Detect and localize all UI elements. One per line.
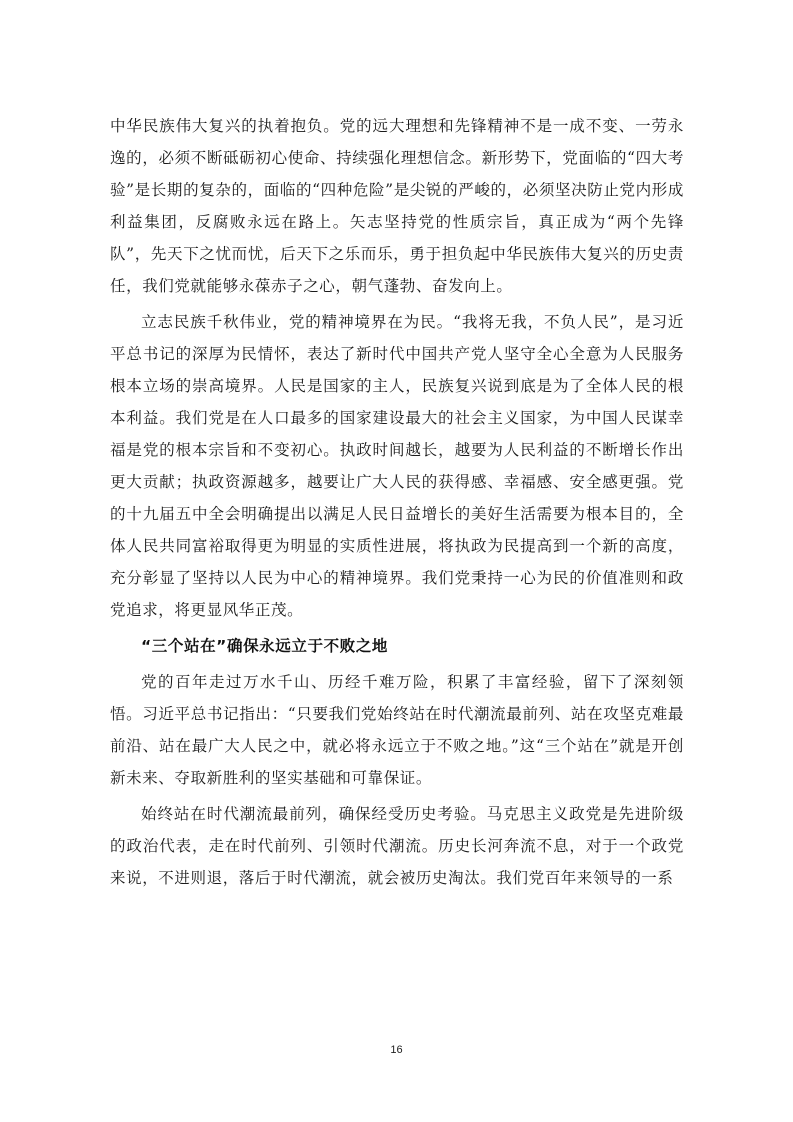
body-paragraph: 党的百年走过万水千山、历经千难万险，积累了丰富经验，留下了深刻领悟。习近平总书记指出：“只要我们党始终站在时代潮流最前列、站在攻坚克难最前沿、站在最广大人民之中，就必将永远立于不败之地。”这“三个站在”就是开创新未来、夺取新胜利的坚实基础和可靠保证。 xyxy=(110,673,684,787)
body-paragraph: 始终站在时代潮流最前列，确保经受历史考验。马克思主义政党是先进阶级的政治代表，走在时代前列、引领时代潮流。历史长河奔流不息，对于一个政党来说，不进则退，落后于时代潮流，就会被历史淘汰。我们党百年来领导的一系 xyxy=(110,805,684,887)
page-number: 16 xyxy=(390,1044,403,1056)
section-heading: “三个站在”确保永远立于不败之地 xyxy=(141,637,388,655)
body-paragraph: 中华民族伟大复兴的执着抱负。党的远大理想和先锋精神不是一成不变、一劳永逸的，必须不断砥砺初心使命、持续强化理想信念。新形势下，党面临的“四大考验”是长期的复杂的，面临的“四种危险”是尖锐的严峻的，必须坚决防止党内形成利益集团，反腐败永远在路上。矢志坚持党的性质宗旨，真正成为“两个先锋队”，先天下之忧而忧，后天下之乐而乐，勇于担负起中华民族伟大复兴的历史责任，我们党就能够永葆赤子之心，朝气蓬勃、奋发向上。 xyxy=(110,117,684,295)
body-paragraph: 立志民族千秋伟业，党的精神境界在为民。“我将无我，不负人民”，是习近平总书记的深厚为民情怀，表达了新时代中国共产党人坚守全心全意为人民服务根本立场的崇高境界。人民是国家的主人，民族复兴说到底是为了全体人民的根本利益。我们党是在人口最多的国家建设最大的社会主义国家，为中国人民谋幸福是党的根本宗旨和不变初心。执政时间越长，越要为人民利益的不断增长作出更大贡献；执政资源越多，越要让广大人民的获得感、幸福感、安全感更强。党的十九届五中全会明确提出以满足人民日益增长的美好生活需要为根本目的，全体人民共同富裕取得更为明显的实质性进展，将执政为民提高到一个新的高度，充分彰显了坚持以人民为中心的精神境界。我们党秉持一心为民的价值准则和政党追求，将更显风华正茂。 xyxy=(110,313,684,619)
document-body xyxy=(110,110,684,894)
